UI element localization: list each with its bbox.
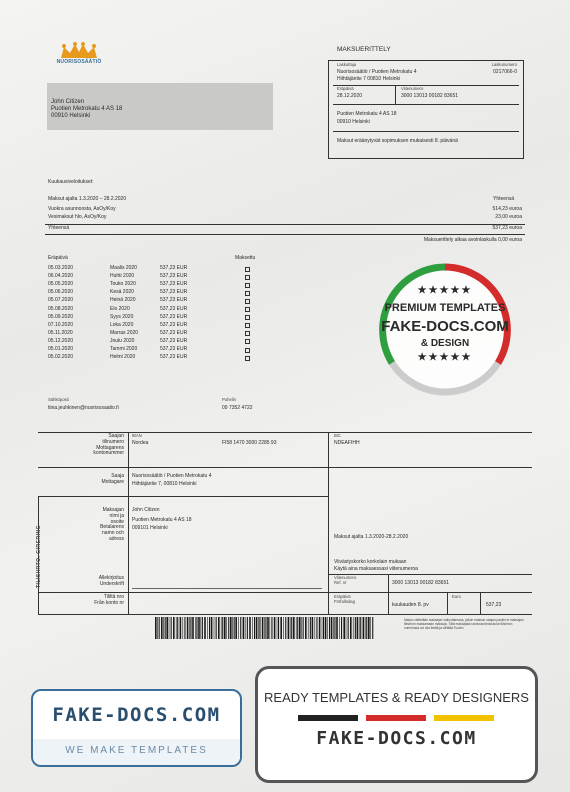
installment-date: 07.10.2020	[48, 321, 74, 328]
barcode-bar	[348, 617, 349, 639]
info-divider	[333, 131, 519, 132]
barcode-bar	[180, 617, 182, 639]
summary-divider	[45, 224, 525, 225]
installment-paid-checkbox[interactable]	[245, 291, 250, 296]
barcode-bar	[365, 617, 366, 639]
installment-paid-checkbox[interactable]	[245, 283, 250, 288]
summary-line-water-amount: 23,00 euroa	[495, 214, 522, 220]
barcode-bar	[224, 617, 226, 639]
payee-line2: Hiihtäjäntie 7, 00810 Helsinki	[132, 481, 197, 487]
info-divider-v	[395, 85, 396, 104]
barcode-bar	[353, 617, 354, 639]
payer-label-6: adress	[108, 535, 124, 542]
installment-paid-checkbox[interactable]	[245, 307, 250, 312]
payer-label-2: nimi ja	[109, 512, 124, 519]
use-ref-note: Käytä aina maksaessasi viitenumeroa	[334, 566, 418, 572]
summary-total-amount: 537,23 euroa	[492, 225, 522, 231]
saldo-note: Maksuerittely alkaa avoinlaskulla 0,00 euroa	[423, 237, 522, 243]
payer-label-4: Betalarens	[100, 524, 124, 531]
giro-euro-label: Euro	[452, 594, 461, 599]
invoice-info-box	[328, 60, 524, 159]
flag-stripe-yellow	[434, 715, 494, 721]
crown-logo-icon	[59, 42, 99, 60]
barcode-bar	[297, 617, 298, 639]
due-date-label: Eräpäivä	[337, 86, 354, 91]
payee-label-sv: Mottagare	[101, 478, 124, 485]
payee-label	[60, 474, 124, 486]
installment-month: Loka 2020	[110, 321, 134, 328]
giro-ref-value: 3000 13013 00182 83651	[392, 580, 450, 586]
barcode-bar	[198, 617, 200, 639]
banner-left-logo: FAKE-DOCS.COM	[52, 704, 221, 726]
installment-month: Helmi 2020	[110, 354, 136, 361]
bic-value: NDEAFIHH	[334, 440, 360, 446]
installment-month: Tammi 2020	[110, 346, 138, 352]
installment-month: Heinä 2020	[110, 297, 136, 304]
barcode-bar	[163, 617, 164, 639]
stamp-stars-bottom: ★★★★★	[417, 352, 473, 363]
email[interactable]: tiina.jeuhkinen@nuorisosaatio.fi	[48, 405, 119, 411]
barcode-bar	[280, 617, 282, 639]
giro-row-divider	[328, 574, 532, 575]
payee-label-fi: Saaja	[111, 473, 124, 479]
installment-paid-checkbox[interactable]	[245, 356, 250, 361]
barcode-bar	[271, 617, 272, 639]
banner-right-logo: FAKE-DOCS.COM	[316, 728, 477, 749]
barcode-bar	[350, 617, 352, 639]
barcode-bar	[187, 617, 189, 639]
installment-amount: 537,23 EUR	[160, 337, 188, 344]
installment-paid-checkbox[interactable]	[245, 299, 250, 304]
barcode-bar	[325, 617, 327, 639]
barcode-bar	[169, 617, 170, 639]
installment-month: Huhti 2020	[110, 273, 135, 280]
barcode-bar	[202, 617, 203, 639]
barcode-bar	[249, 617, 251, 639]
installment-month: Kesä 2020	[110, 289, 134, 296]
giro-period-note: Maksut ajalta 1.3.2020-28.2.2020	[334, 534, 409, 540]
barcode-bar	[209, 617, 210, 639]
flag-stripe-black	[298, 715, 358, 721]
installment-date: 05.05.2020	[48, 281, 74, 288]
summary-divider	[45, 234, 525, 235]
giro-row-divider	[38, 467, 532, 468]
giro-ref-divider	[388, 574, 389, 614]
stamp-line3: & DESIGN	[420, 338, 470, 349]
barcode-bar	[177, 617, 178, 639]
installments-due-header: Eräpäivä	[48, 255, 68, 261]
barcode-bar	[301, 617, 302, 639]
installment-month: Syys 2020	[110, 313, 134, 320]
installment-date: 05.12.2020	[48, 337, 74, 344]
installment-paid-checkbox[interactable]	[245, 275, 250, 280]
giro-row-divider	[38, 592, 532, 593]
barcode-bar	[214, 617, 215, 639]
barcode-bar	[159, 617, 160, 639]
payer-city: 009101 Helsinki	[132, 525, 168, 531]
giro-mid-divider	[328, 432, 329, 614]
barcode-bar	[346, 617, 347, 639]
from-account-label-fi: Tililtä nro	[103, 594, 124, 600]
giro-euro-divider	[480, 592, 481, 614]
barcode-bar	[372, 617, 373, 639]
giro-bottom-border	[38, 614, 532, 615]
giro-row-divider	[128, 496, 328, 497]
barcode-bar	[265, 617, 266, 639]
summary-line-rent: Vuokra asunnoosta, AsOy/Koy	[48, 206, 116, 212]
barcode-bar	[316, 617, 317, 639]
giro-ref-label	[334, 576, 356, 586]
installment-month: Marras 2020	[110, 329, 139, 336]
barcode-bar	[238, 617, 239, 639]
barcode-bar	[274, 617, 276, 639]
giro-ref-label-sv: Ref. nr	[334, 579, 347, 585]
signature-line[interactable]	[132, 588, 322, 589]
installment-amount: 537,23 EUR	[160, 297, 188, 304]
account-label-sv: Mottagarens	[96, 444, 124, 451]
bank-name: Nordea	[132, 440, 149, 446]
we-make-templates-banner	[31, 689, 242, 767]
iban-value: FI58 1470 3000 2285 93	[222, 440, 277, 446]
banner-right-title: READY TEMPLATES & READY DESIGNERS	[264, 690, 529, 705]
account-label-fi: Saajan	[108, 433, 124, 439]
barcode-bar	[312, 617, 314, 639]
barcode-bar	[359, 617, 360, 639]
installment-amount: 537,23 EUR	[160, 265, 188, 271]
installment-date: 05.01.2020	[48, 346, 74, 352]
barcode-bar	[228, 617, 229, 639]
due-notice: Maksut eräänytyvät sopimuksen mukaisesti 8. päivänä	[337, 138, 458, 144]
ref-label: Viitenumero	[401, 86, 424, 91]
barcode-bar	[245, 617, 246, 639]
invoice-number: 0217066-0	[493, 69, 517, 75]
payer-label	[60, 508, 124, 543]
barcode-bar	[327, 617, 328, 639]
barcode-bar	[254, 617, 255, 639]
signature-label-fi: Allekirjoitus	[98, 575, 124, 581]
barcode-bar	[211, 617, 213, 639]
installment-date: 05.08.2020	[48, 305, 74, 312]
recipient-address	[47, 83, 273, 130]
org-logo-text: NUORISOSÄÄTIÖ	[56, 59, 102, 65]
barcode-bar	[310, 617, 311, 639]
summary-total-header: Yhteensä	[493, 196, 515, 202]
barcode-bar	[277, 617, 278, 639]
barcode-bar	[322, 617, 323, 639]
barcode-bar	[196, 617, 197, 639]
stamp-stars-top: ★★★★★	[417, 285, 473, 296]
giro-due-label-fi: Eräpäivä	[334, 594, 351, 599]
barcode-bar	[343, 617, 345, 639]
barcode-bar	[218, 617, 220, 639]
barcode-bar	[183, 617, 184, 639]
installment-paid-checkbox[interactable]	[245, 323, 250, 328]
barcode-bar	[293, 617, 295, 639]
barcode-bar	[331, 617, 333, 639]
giro-label-col-divider	[128, 432, 129, 614]
biller-label: Laskuttaja	[337, 62, 357, 67]
barcode-bar	[278, 617, 279, 639]
barcode-bar	[329, 617, 330, 639]
banner-left-tagline: WE MAKE TEMPLATES	[65, 745, 208, 756]
barcode-bar	[207, 617, 208, 639]
flag-stripe-red	[366, 715, 426, 721]
barcode-bar	[288, 617, 290, 639]
signature-label	[60, 576, 124, 588]
installment-paid-checkbox[interactable]	[245, 348, 250, 353]
payer-label-3: osoite	[110, 518, 124, 525]
barcode-bar	[363, 617, 365, 639]
reference-number: 3000 13013 00182 83651	[401, 93, 459, 99]
installment-month: Elo 2020	[110, 305, 130, 312]
barcode-bar	[232, 617, 233, 639]
barcode-bar	[192, 617, 194, 639]
barcode-bar	[264, 617, 265, 639]
payer-name: John Citizen	[132, 507, 160, 513]
org-logo	[48, 42, 110, 66]
barcode-bar	[234, 617, 235, 639]
barcode-bar	[290, 617, 291, 639]
barcode-bar	[270, 617, 271, 639]
installment-date: 05.06.2020	[48, 289, 74, 296]
late-interest-note: Viivästyskorko korkolain mukaan	[334, 559, 407, 565]
giro-due-label	[334, 595, 355, 605]
installment-date: 05.11.2020	[48, 329, 73, 336]
barcode-bar	[190, 617, 191, 639]
barcode-bar	[341, 617, 342, 639]
barcode-bar	[333, 617, 334, 639]
installment-amount: 537,23 EUR	[160, 346, 188, 352]
barcode-bar	[370, 617, 371, 639]
giro-ref-label-fi: Viitenumero	[334, 575, 357, 580]
installment-amount: 537,23 EUR	[160, 281, 188, 288]
payer-street: Puotien Metrokatu 4 AS 18	[132, 517, 192, 523]
installment-amount: 537,23 EUR	[160, 273, 188, 280]
barcode-bar	[308, 617, 309, 639]
info-divider	[333, 85, 519, 86]
installment-date: 06.04.2020	[48, 273, 74, 280]
installment-date: 05.02.2020	[48, 354, 74, 361]
stamp-line1: PREMIUM TEMPLATES	[384, 302, 506, 314]
barcode-bar	[173, 617, 175, 639]
barcode-bar	[355, 617, 356, 639]
installment-paid-checkbox[interactable]	[245, 339, 250, 344]
barcode-bar	[204, 617, 206, 639]
giro-side-label: TILISIIRTO. GIRERING	[36, 525, 42, 588]
barcode-bar	[235, 617, 237, 639]
recipient-street: Puotien Metrokatu 4 AS 18	[51, 105, 123, 112]
installment-amount: 537,23 EUR	[160, 321, 188, 328]
installment-amount: 537,23 EUR	[160, 329, 188, 336]
barcode-bar	[366, 617, 367, 639]
barcode-bar	[240, 617, 241, 639]
account-label-fi2: tilinumero	[102, 438, 124, 445]
installment-amount: 537,23 EUR	[160, 289, 188, 296]
summary-total-label: Yhteensä	[48, 225, 70, 231]
recipient-city: 00910 Helsinki	[51, 112, 91, 119]
barcode-bar	[226, 617, 227, 639]
giro-euro-divider	[447, 592, 448, 614]
installment-date: 05.09.2020	[48, 313, 74, 320]
barcode-bar	[315, 617, 316, 639]
barcode-bar	[299, 617, 301, 639]
barcode-bar	[323, 617, 324, 639]
giro-euro-value: 537,23	[486, 602, 502, 608]
barcode-bar	[267, 617, 269, 639]
installment-amount: 537,23 EUR	[160, 313, 188, 320]
barcode-bar	[258, 617, 259, 639]
barcode-bar	[157, 617, 158, 639]
installment-month: Maalis 2020	[110, 265, 137, 271]
barcode-bar	[201, 617, 202, 639]
installment-date: 05.07.2020	[48, 297, 74, 304]
barcode-bar	[216, 617, 217, 639]
installment-month: Touko 2020	[110, 281, 136, 288]
barcode-bar	[155, 617, 157, 639]
giro-fine-print: Maksu välitetään maksajan valtuuttamana, jolloin maksun saajan pankki ei maksajan tilisiirron maksamaan maksuja. Tätä maksajaksi aiotusta tiedosta tai tilisiirron numerosta voi olla tietää ja välittää Tuulen.	[404, 618, 524, 630]
barcode-bar	[285, 617, 286, 639]
premium-stamp	[362, 263, 528, 397]
payee-line1: Nuorisosäätiö / Puotien Metrokatu 4	[132, 473, 212, 479]
barcode-bar	[243, 617, 245, 639]
due-date: 28.12.2020	[337, 93, 363, 99]
signature-label-sv: Underskrift	[99, 580, 124, 587]
payment-barcode-icon	[155, 617, 375, 639]
account-label-sv2: kontonummer	[93, 450, 124, 457]
barcode-bar	[165, 617, 166, 639]
barcode-bar	[339, 617, 340, 639]
barcode-bar	[247, 617, 248, 639]
bic-label: BIC	[334, 433, 341, 438]
summary-line-water: Vesimaksut hlo, AsOy/Koy	[48, 214, 107, 220]
customer-line2: 00910 Helsinki	[337, 119, 370, 125]
installment-amount: 537,23 EUR	[160, 354, 188, 361]
barcode-bar	[259, 617, 260, 639]
installment-paid-checkbox[interactable]	[245, 267, 250, 272]
document-title: MAKSUERITTELY	[337, 46, 391, 53]
barcode-bar	[166, 617, 168, 639]
barcode-bar	[171, 617, 172, 639]
installment-paid-checkbox[interactable]	[245, 331, 250, 336]
barcode-bar	[368, 617, 370, 639]
barcode-bar	[230, 617, 232, 639]
barcode-bar	[296, 617, 297, 639]
iban-label: IBAN	[132, 433, 142, 438]
barcode-bar	[336, 617, 338, 639]
barcode-bar	[283, 617, 284, 639]
barcode-bar	[360, 617, 361, 639]
barcode-bar	[303, 617, 304, 639]
barcode-bar	[222, 617, 223, 639]
summary-line-rent-amount: 514,23 euroa	[492, 206, 522, 212]
barcode-bar	[305, 617, 307, 639]
from-account-label-sv: Från konto nr	[94, 599, 124, 606]
giro-row-divider	[38, 496, 128, 497]
barcode-bar	[176, 617, 177, 639]
barcode-bar	[256, 617, 258, 639]
sender-line1: Nuorisosäätiö / Puotien Metrokatu 4	[337, 69, 417, 75]
installment-date: 05.03.2020	[48, 265, 74, 271]
customer-line1: Puotien Metrokatu 4 AS 18	[337, 111, 397, 117]
barcode-bar	[357, 617, 359, 639]
from-account-label	[60, 595, 124, 607]
stamp-line2: FAKE-DOCS.COM	[381, 318, 509, 335]
phone: 09 7352 4722	[222, 405, 253, 411]
account-label	[60, 434, 124, 457]
info-divider	[333, 104, 519, 105]
ready-templates-banner	[255, 666, 538, 783]
sender-line2: Hiihtäjäntie 7 00810 Helsinki	[337, 76, 401, 82]
barcode-bar	[252, 617, 253, 639]
giro-due-label-sv: Förfallodag	[334, 598, 355, 604]
recipient-name: John Citizen	[51, 99, 85, 105]
barcode-bar	[334, 617, 335, 639]
installment-paid-checkbox[interactable]	[245, 315, 250, 320]
installment-amount: 537,23 EUR	[160, 305, 188, 312]
summary-period: Maksut ajalta 1.3.2020 – 28.2.2020	[48, 196, 127, 202]
barcode-bar	[221, 617, 222, 639]
barcode-bar	[291, 617, 292, 639]
barcode-bar	[189, 617, 190, 639]
payer-label-5: namn och	[102, 530, 124, 536]
installments-paid-header: Maksettu	[235, 255, 256, 261]
barcode-bar	[319, 617, 321, 639]
barcode-bar	[262, 617, 264, 639]
email-label: Sähköposti	[48, 397, 69, 402]
installment-month: Joulu 2020	[110, 337, 135, 344]
phone-label: Puhelin	[222, 397, 236, 402]
giro-due-value: kuukauden 8. pv	[392, 602, 429, 608]
payer-label-1: Maksajan	[102, 507, 124, 513]
summary-title: Kuukausiveloitukset:	[48, 179, 94, 185]
barcode-bar	[184, 617, 185, 639]
barcode-bar	[161, 617, 163, 639]
invoice-no-label: Laskunumero	[491, 62, 517, 67]
barcode-bar	[195, 617, 196, 639]
